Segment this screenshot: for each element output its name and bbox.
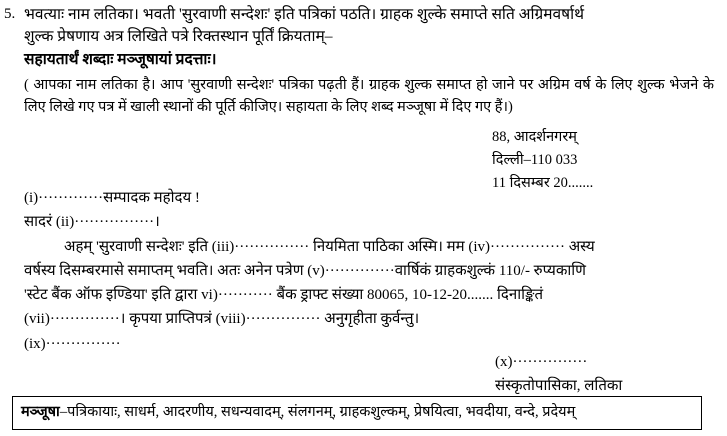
- question-line-1: भवत्याः नाम लतिका। भवती 'सुरवाणी सन्देशः' इति पत्रिकां पठति। ग्राहक शुल्के समाप्ते सति अग्रिमवर्षार्थ: [24, 6, 585, 23]
- letter-line-5: 'स्टेट बैंक ऑफ इण्डिया' इति द्वारा vi)··········· बैंक ड्राफ्ट संख्या 80065, 10-12-20....... दिनाङ्कितं: [24, 287, 544, 304]
- signature-name: संस्कृतोपासिका, लतिका: [495, 378, 623, 394]
- letter-line-4: वर्षस्य दिसम्बरमासे समाप्तम्‌ भवति। अतः अनेन पत्रेण (v)··············वार्षिकं ग्राहकशुल्कं 110/- रुप्यकाणि: [24, 262, 587, 279]
- manjusha-words: पत्रिकायाः, साधर्म, आदरणीय, सधन्यवादम्‌, संलगनम्‌, ग्राहकशुल्कम्‌, प्रेषयित्वा, भवदीया, वन्दे, प्रदेयम्‌: [67, 404, 576, 420]
- question-number: 5.: [4, 6, 16, 22]
- letter-signature: [495, 350, 622, 398]
- question-line-2: शुल्क प्रेषणाय अत्र लिखिते पत्रे रिक्तस्थान पूर्तिं क्रियताम्‌–: [24, 28, 333, 46]
- address-line-1: 88, आदर्शनगरम्‌: [492, 129, 577, 145]
- letter-line-6: (vii)··············। कृपया प्राप्तिपत्रं (viii)··············· अनुगृहीता कुर्वन्तु।: [24, 311, 420, 328]
- manjusha-separator: –: [59, 404, 68, 420]
- address-date: 11 दिसम्बर 20.......: [492, 175, 594, 192]
- question-line-3: सहायतार्थं शब्दाः मञ्जूषायां प्रदत्ताः।: [24, 50, 217, 68]
- manjusha-label: मञ्जूषा: [21, 404, 60, 420]
- letter-body: [24, 186, 724, 356]
- letter-line-7: (ix)···············: [24, 335, 121, 352]
- question-text: [24, 4, 721, 71]
- letter-line-1: (i)·············सम्पादक महोदय !: [24, 190, 200, 206]
- hindi-translation: [24, 74, 714, 119]
- letter-line-2: सादरं (ii)················।: [24, 214, 160, 231]
- address-line-2: दिल्ली–110 033: [492, 152, 578, 169]
- translation-line-1: ( आपका नाम लतिका है। आप 'सुरवाणी सन्देशः' पत्रिका पढ़ती हैं। ग्राहक शुल्क समाप्त हो जाने पर अग्रिम वर्ष के: [24, 77, 607, 93]
- manjusha-box: [12, 396, 702, 430]
- letter-line-3: अहम्‌ 'सुरवाणी सन्देशः' इति (iii)··············· नियमिता पाठिका अस्मि। मम (iv)··············· अस्य: [64, 238, 595, 255]
- signature-blank: (x)···············: [495, 354, 588, 370]
- translation-line-2: लिए शुल्क भेजने के लिए लिखे गए पत्र में खाली स्थानों की पूर्ति कीजिए। सहायता के लिए शब्द मञ्जूषा में दिए गए हैं।): [24, 77, 715, 116]
